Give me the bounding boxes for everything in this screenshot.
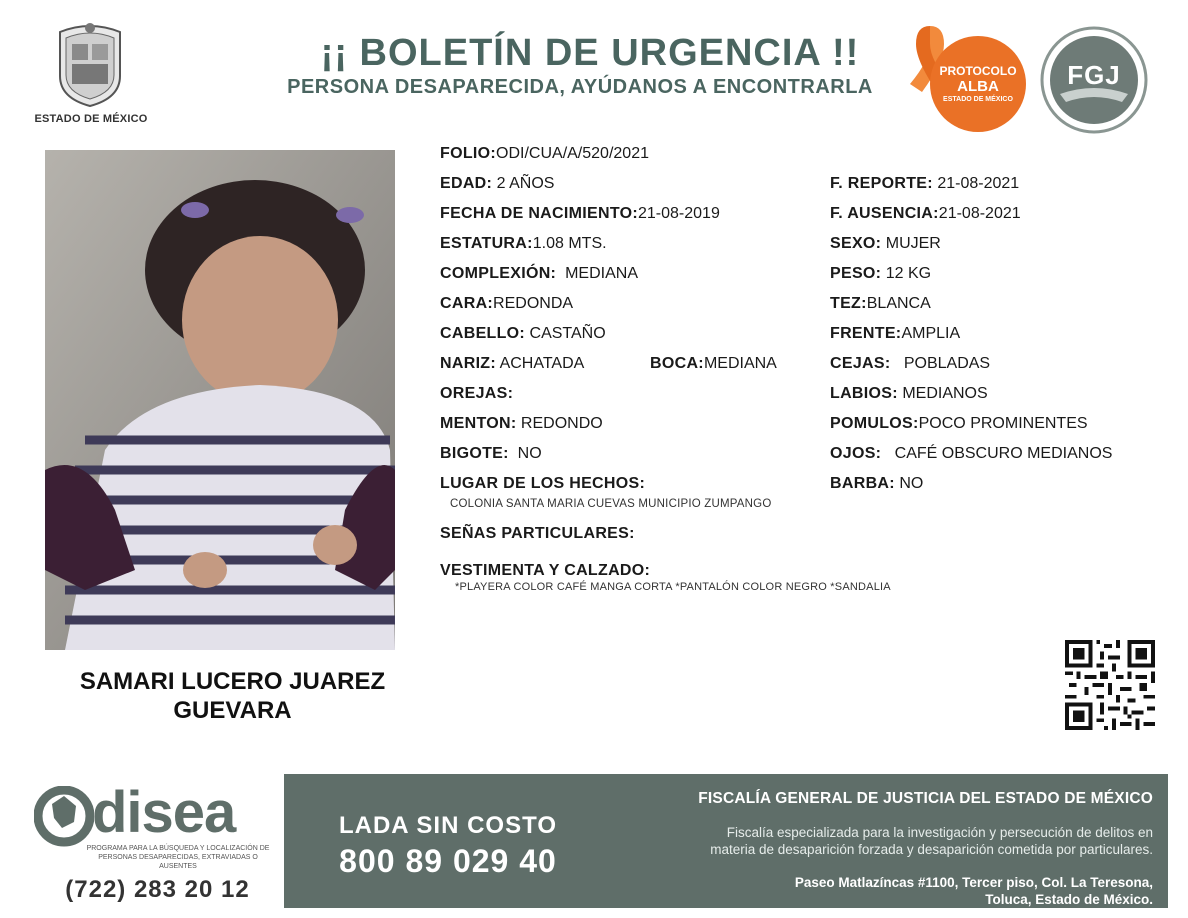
field-tez-value: BLANCA [866, 295, 931, 312]
field-edad-label: EDAD: [440, 175, 493, 192]
field-boca-label: BOCA: [650, 355, 704, 372]
field-menton [440, 415, 603, 433]
name-line-2: GUEVARA [173, 697, 292, 724]
lada-phone-number[interactable]: 800 89 029 40 [339, 843, 557, 879]
field-sexo-label: SEXO: [830, 235, 882, 252]
estado-de-mexico-label: ESTADO DE MÉXICO [34, 113, 148, 125]
field-orejas-label: OREJAS: [440, 385, 514, 402]
field-ojos [830, 445, 1112, 463]
field-edad-value: 2 AÑOS [496, 175, 555, 192]
field-boca-value: MEDIANA [703, 355, 777, 372]
qr-code-icon[interactable] [1064, 640, 1156, 730]
field-cabello-value: CASTAÑO [529, 325, 606, 342]
field-ojos-value: CAFÉ OBSCURO MEDIANOS [894, 445, 1113, 462]
bulletin-title: ¡¡ BOLETÍN DE URGENCIA !! [320, 32, 860, 74]
field-menton-value: REDONDO [520, 415, 603, 432]
alba-line-alba: ALBA [957, 78, 999, 95]
field-lugar-value: COLONIA SANTA MARIA CUEVAS MUNICIPIO ZUMPANGO [450, 498, 772, 510]
field-frente-value: AMPLIA [901, 325, 961, 342]
field-edad [440, 175, 554, 193]
field-barba [830, 475, 923, 493]
bulletin-subtitle: PERSONA DESAPARECIDA, AYÚDANOS A ENCONTRARLA [287, 76, 873, 98]
odisea-description: PROGRAMA PARA LA BÚSQUEDA Y LOCALIZACIÓN DE PERSONAS DESAPARECIDAS, EXTRAVIADAS O AUSENTES [86, 845, 270, 870]
field-bigote [440, 445, 542, 463]
field-boca [650, 355, 777, 373]
field-barba-label: BARBA: [830, 475, 895, 492]
address-line-2: Toluca, Estado de México. [985, 892, 1153, 907]
field-peso-value: 12 KG [885, 265, 932, 282]
field-nacimiento-value: 21-08-2019 [638, 205, 720, 222]
field-sexo [830, 235, 941, 253]
field-folio-label: FOLIO: [440, 145, 497, 162]
field-cabello-label: CABELLO: [440, 325, 526, 342]
field-cara [440, 295, 573, 313]
alba-line-protocolo: PROTOCOLO [939, 64, 1017, 78]
field-estatura-value: 1.08 MTS. [532, 235, 607, 252]
address-line-1: Paseo Matlazíncas #1100, Tercer piso, Col. La Teresona, [794, 875, 1153, 890]
field-bigote-label: BIGOTE: [440, 445, 509, 462]
field-barba-value: NO [899, 475, 924, 492]
field-nacimiento [440, 205, 720, 223]
protocolo-alba-logo [900, 22, 1030, 134]
field-tez-label: TEZ: [830, 295, 867, 312]
fiscalia-description-line-2: materia de desaparición forzada y desaparición cometida por particulares. [710, 842, 1153, 857]
field-orejas [440, 385, 513, 403]
field-vestimenta-value: *PLAYERA COLOR CAFÉ MANGA CORTA *PANTALÓN COLOR NEGRO *SANDALIA [455, 581, 891, 593]
field-cara-value: REDONDA [493, 295, 574, 312]
field-lugar [440, 475, 645, 493]
field-nariz-label: NARIZ: [440, 355, 497, 372]
field-complexion-value: MEDIANA [565, 265, 638, 282]
field-menton-label: MENTON: [440, 415, 517, 432]
field-frente [830, 325, 960, 343]
fgj-label: FGJ [1067, 60, 1121, 90]
field-nariz [440, 355, 584, 373]
field-ojos-label: OJOS: [830, 445, 882, 462]
field-cara-label: CARA: [440, 295, 494, 312]
field-cabello [440, 325, 606, 343]
fiscalia-description [600, 824, 1153, 858]
field-ausencia [830, 205, 1021, 223]
field-estatura-label: ESTATURA: [440, 235, 533, 252]
field-nariz-value: ACHATADA [499, 355, 585, 372]
field-lugar-label: LUGAR DE LOS HECHOS: [440, 475, 646, 492]
estado-de-mexico-shield-icon [52, 20, 128, 108]
fiscalia-description-line-1: Fiscalía especializada para la investigación y persecución de delitos en [726, 825, 1153, 840]
field-complexion-label: COMPLEXIÓN: [440, 265, 557, 282]
field-labios [830, 385, 988, 403]
field-senas-label: SEÑAS PARTICULARES: [440, 525, 635, 542]
field-estatura [440, 235, 607, 253]
field-senas [440, 525, 635, 543]
field-pomulos [830, 415, 1088, 433]
field-cejas-value: POBLADAS [903, 355, 991, 372]
odisea-phone[interactable]: (722) 283 20 12 [65, 876, 250, 903]
fgj-seal [1040, 26, 1148, 134]
missing-person-photo [45, 150, 395, 650]
field-reporte-value: 21-08-2021 [937, 175, 1020, 192]
field-tez [830, 295, 931, 313]
field-vestimenta [440, 562, 650, 580]
field-reporte-label: F. REPORTE: [830, 175, 933, 192]
field-vestimenta-label: VESTIMENTA Y CALZADO: [440, 562, 651, 579]
field-nacimiento-label: FECHA DE NACIMIENTO: [440, 205, 638, 222]
fiscalia-title: FISCALÍA GENERAL DE JUSTICIA DEL ESTADO DE MÉXICO [698, 790, 1153, 807]
field-folio [440, 145, 649, 163]
field-pomulos-value: POCO PROMINENTES [918, 415, 1088, 432]
field-frente-label: FRENTE: [830, 325, 902, 342]
odisea-logo [34, 780, 274, 878]
field-cejas-label: CEJAS: [830, 355, 891, 372]
field-reporte [830, 175, 1019, 193]
field-peso [830, 265, 931, 283]
field-complexion [440, 265, 638, 283]
field-labios-value: MEDIANOS [902, 385, 988, 402]
field-sexo-value: MUJER [885, 235, 941, 252]
alba-line-estado: ESTADO DE MÉXICO [943, 96, 1013, 103]
field-ausencia-value: 21-08-2021 [938, 205, 1021, 222]
fiscalia-address [600, 874, 1153, 908]
field-peso-label: PESO: [830, 265, 882, 282]
lada-sin-costo-title: LADA SIN COSTO [338, 812, 557, 839]
field-folio-value: ODI/CUA/A/520/2021 [496, 145, 649, 162]
field-labios-label: LABIOS: [830, 385, 898, 402]
missing-person-name [40, 667, 425, 725]
field-ausencia-label: F. AUSENCIA: [830, 205, 939, 222]
field-bigote-value: NO [517, 445, 542, 462]
odisea-brand-text: disea [92, 780, 236, 845]
field-pomulos-label: POMULOS: [830, 415, 919, 432]
field-cejas [830, 355, 990, 373]
name-line-1: SAMARI LUCERO JUAREZ [79, 668, 386, 695]
